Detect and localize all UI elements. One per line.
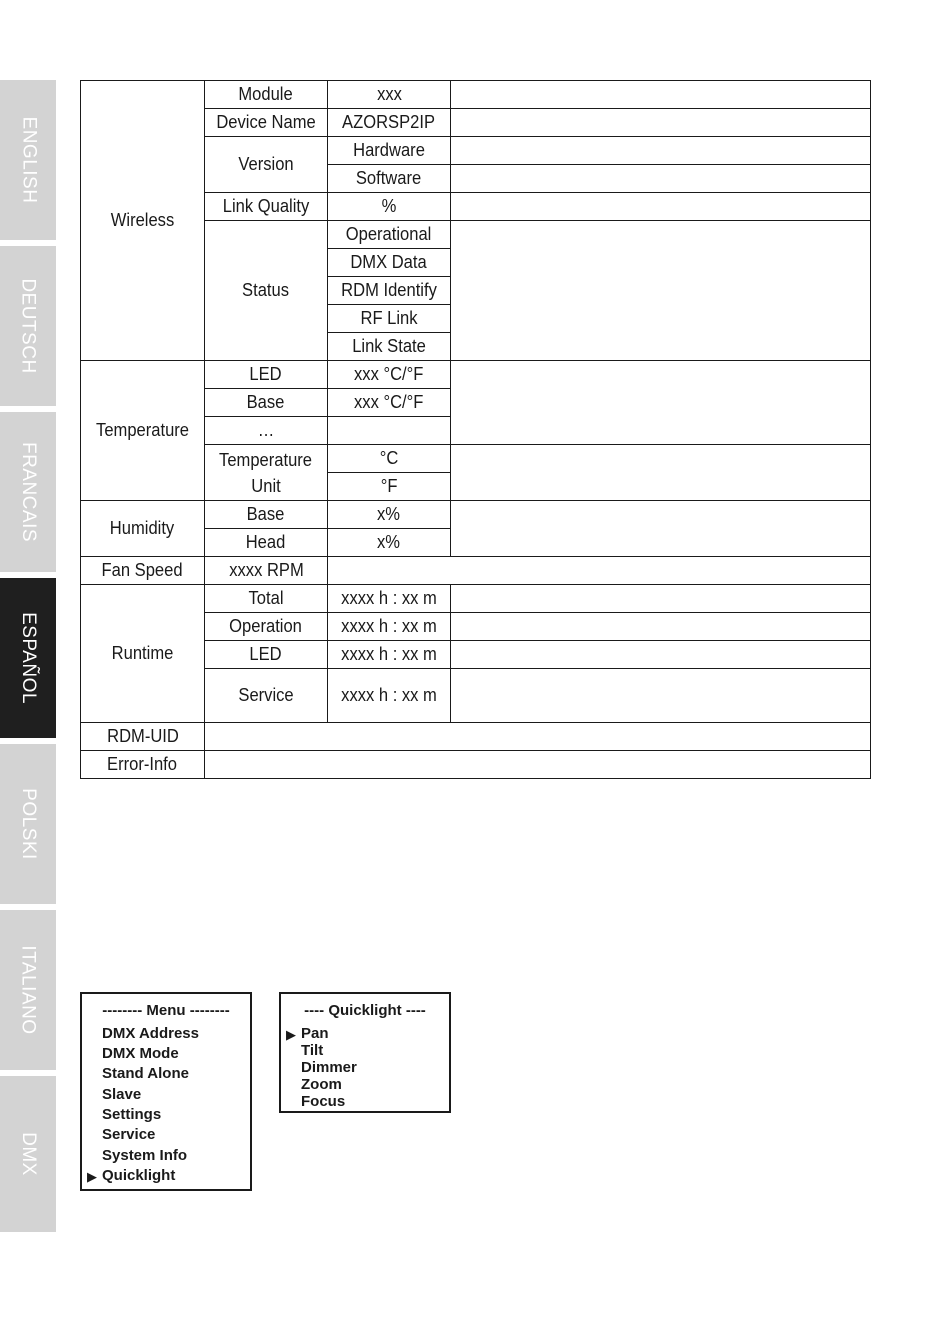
- tab-label: ITALIANO: [18, 945, 40, 1035]
- error-info-label: Error-Info: [81, 751, 205, 779]
- menu-item-quicklight[interactable]: Quicklight: [102, 1167, 176, 1184]
- tab-francais[interactable]: [0, 412, 56, 572]
- runtime-label: Runtime: [81, 585, 205, 723]
- tab-english[interactable]: [0, 80, 56, 240]
- tab-label: ESPAÑOL: [18, 612, 40, 704]
- blank-cell: [451, 361, 871, 445]
- temp-unit-celsius: °C: [328, 445, 451, 473]
- blank-cell: [205, 751, 871, 779]
- device-name-value: AZORSP2IP: [328, 109, 451, 137]
- table-row: [81, 557, 871, 585]
- blank-cell: [451, 165, 871, 193]
- blank-cell: [451, 641, 871, 669]
- menu-item-dmx-mode[interactable]: DMX Mode: [102, 1045, 179, 1062]
- temp-led-value: xxx °C/°F: [328, 361, 451, 389]
- quicklight-item-dimmer[interactable]: Dimmer: [301, 1059, 357, 1076]
- menu-item-slave[interactable]: Slave: [102, 1086, 142, 1103]
- lcd-menu-display: [80, 992, 252, 1191]
- blank-cell: [451, 613, 871, 641]
- temp-ellipsis: …: [205, 417, 328, 445]
- tab-italiano[interactable]: [0, 910, 56, 1070]
- menu-item-service[interactable]: Service: [102, 1126, 156, 1143]
- blank-cell: [205, 723, 871, 751]
- menu-item-settings[interactable]: Settings: [102, 1106, 162, 1123]
- version-label: Version: [205, 137, 328, 193]
- temp-base-value: xxx °C/°F: [328, 389, 451, 417]
- blank-cell: [451, 445, 871, 501]
- status-rdm-identify: RDM Identify: [328, 277, 451, 305]
- system-info-table: [80, 80, 871, 779]
- humidity-base-label: Base: [205, 501, 328, 529]
- menu-header: -------- Menu --------: [102, 1002, 230, 1019]
- blank-cell: [451, 193, 871, 221]
- fan-speed-value: xxxx RPM: [205, 557, 328, 585]
- runtime-service-value: xxxx h : xx m: [328, 669, 451, 723]
- status-rf-link: RF Link: [328, 305, 451, 333]
- blank-cell: [328, 417, 451, 445]
- wireless-label: Wireless: [81, 81, 205, 361]
- module-value: xxx: [328, 81, 451, 109]
- tab-label: DMX: [17, 1132, 39, 1176]
- quicklight-item-focus[interactable]: Focus: [301, 1093, 346, 1110]
- runtime-total-label: Total: [205, 585, 328, 613]
- humidity-head-label: Head: [205, 529, 328, 557]
- temp-unit-label: Temperature Unit: [205, 445, 328, 501]
- hardware-label: Hardware: [328, 137, 451, 165]
- link-quality-value: %: [328, 193, 451, 221]
- lcd-quicklight-display: [279, 992, 451, 1113]
- table-row: [81, 501, 871, 529]
- menu-item-dmx-address[interactable]: DMX Address: [102, 1025, 199, 1042]
- tab-dmx[interactable]: [0, 1076, 56, 1232]
- tab-deutsch[interactable]: [0, 246, 56, 406]
- quicklight-item-zoom[interactable]: Zoom: [301, 1076, 342, 1093]
- temp-base-label: Base: [205, 389, 328, 417]
- runtime-led-value: xxxx h : xx m: [328, 641, 451, 669]
- quicklight-item-tilt[interactable]: Tilt: [301, 1042, 324, 1059]
- runtime-operation-label: Operation: [205, 613, 328, 641]
- quicklight-item-pan[interactable]: Pan: [301, 1025, 329, 1042]
- tab-espanol[interactable]: [0, 578, 56, 738]
- rdm-uid-label: RDM-UID: [81, 723, 205, 751]
- status-dmx-data: DMX Data: [328, 249, 451, 277]
- blank-cell: [328, 557, 871, 585]
- tab-label: POLSKI: [18, 788, 39, 860]
- tab-label: FRANCAIS: [18, 441, 40, 543]
- humidity-label: Humidity: [81, 501, 205, 557]
- humidity-base-value: x%: [328, 501, 451, 529]
- blank-cell: [451, 221, 871, 361]
- blank-cell: [451, 585, 871, 613]
- table-row: [81, 361, 871, 389]
- selection-arrow-icon: ▶: [87, 1169, 97, 1184]
- humidity-head-value: x%: [328, 529, 451, 557]
- table-row: [81, 585, 871, 613]
- temp-led-label: LED: [205, 361, 328, 389]
- quicklight-header: ---- Quicklight ----: [304, 1002, 426, 1019]
- table-row: [81, 751, 871, 779]
- status-link-state: Link State: [328, 333, 451, 361]
- temp-unit-fahrenheit: °F: [328, 473, 451, 501]
- status-label: Status: [205, 221, 328, 361]
- software-label: Software: [328, 165, 451, 193]
- selection-arrow-icon: ▶: [286, 1027, 296, 1042]
- menu-item-stand-alone[interactable]: Stand Alone: [102, 1065, 189, 1082]
- runtime-operation-value: xxxx h : xx m: [328, 613, 451, 641]
- tab-label: ENGLISH: [18, 116, 40, 204]
- tab-polski[interactable]: [0, 744, 56, 904]
- table-row: [81, 81, 871, 109]
- runtime-service-label: Service: [205, 669, 328, 723]
- blank-cell: [451, 137, 871, 165]
- table-row: [81, 723, 871, 751]
- runtime-total-value: xxxx h : xx m: [328, 585, 451, 613]
- blank-cell: [451, 501, 871, 557]
- blank-cell: [451, 669, 871, 723]
- tab-label: DEUTSCH: [18, 278, 39, 374]
- module-label: Module: [205, 81, 328, 109]
- temperature-label: Temperature: [81, 361, 205, 501]
- blank-cell: [451, 81, 871, 109]
- link-quality-label: Link Quality: [205, 193, 328, 221]
- blank-cell: [451, 109, 871, 137]
- fan-speed-label: Fan Speed: [81, 557, 205, 585]
- device-name-label: Device Name: [205, 109, 328, 137]
- menu-item-system-info[interactable]: System Info: [102, 1147, 188, 1164]
- runtime-led-label: LED: [205, 641, 328, 669]
- status-operational: Operational: [328, 221, 451, 249]
